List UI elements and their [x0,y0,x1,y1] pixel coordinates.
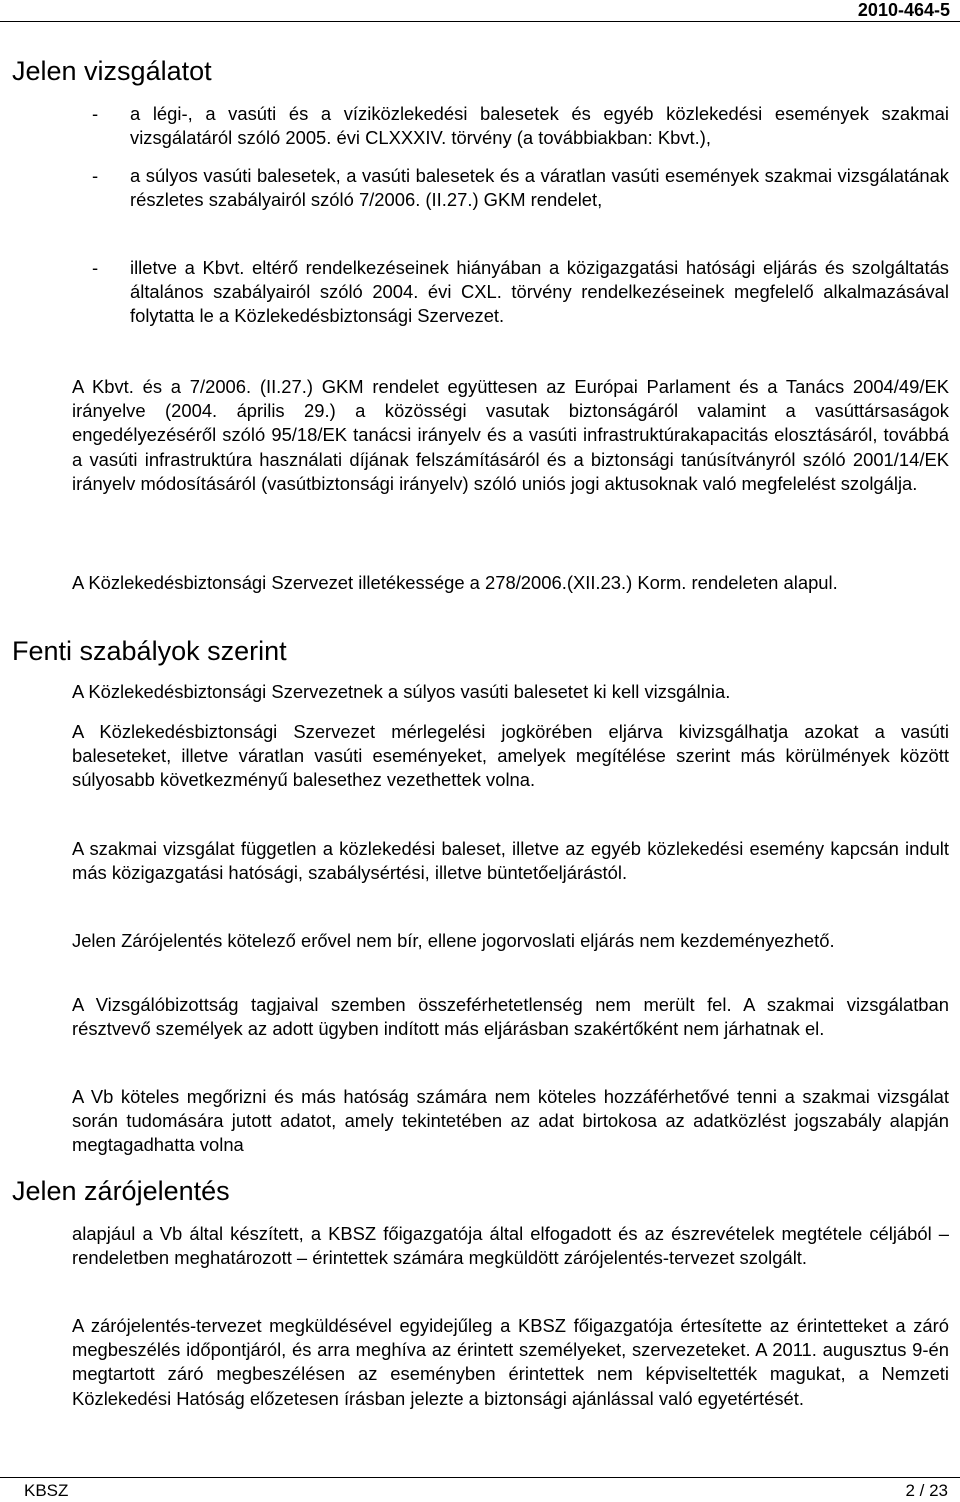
paragraph: A Vizsgálóbizottság tagjaival szemben összeférhetetlenség nem merült fel. A szakmai vizsgálatban résztvevő személyek az adott ügyben indított más eljárásban szakértőként nem járhatnak el. [72,994,949,1040]
paragraph: A Közlekedésbiztonsági Szervezet illetékessége a 278/2006.(XII.23.) Korm. rendeleten alapul. [72,572,838,593]
list-item-text: a súlyos vasúti balesetek, a vasúti balesetek és a váratlan vasúti események szakmai vizsgálatának részletes szabályairól szóló 7/2006. (II.27.) GKM rendelet, [130,165,949,211]
header-rule [0,21,960,22]
footer-rule [0,1477,960,1478]
document-number: 2010-464-5 [857,0,950,20]
dash-bullet: - [92,103,99,124]
paragraph: A Közlekedésbiztonsági Szervezetnek a súlyos vasúti balesetet ki kell vizsgálnia. [72,681,731,702]
paragraph: A Kbvt. és a 7/2006. (II.27.) GKM rendelet együttesen az Európai Parlament és a Tanács 2004/49/EK irányelve (2004. április 29.) a közösségi vasutak biztonságáról valamint a vasúttársaságok engedélyezéséről szóló 95/18/EK tanácsi irányelv és a vasúti infrastruktúrakapacitás elosztásáról, továbbá a vasúti infrastruktúra használati díjának felszámításáról és a biztonsági tanúsítványról szóló 2001/14/EK irányelv módosításáról (vasútbiztonsági irányelv) szóló uniós jogi aktusoknak való megfelelést szolgálja. [72,376,949,494]
list-item-text: a légi-, a vasúti és a víziközlekedési balesetek és egyéb közlekedési események szakmai vizsgálatáról szóló 2005. évi CLXXXIV. törvény (a továbbiakban: Kbvt.), [130,103,949,149]
heading-jelen-vizsgalatot: Jelen vizsgálatot [12,56,212,86]
page-number: 2 / 23 [905,1481,948,1500]
paragraph: A szakmai vizsgálat független a közlekedési baleset, illetve az egyéb közlekedési esemény kapcsán indult más közigazgatási hatósági, szabálysértési, illetve büntetőeljárástól. [72,838,949,884]
paragraph: A Közlekedésbiztonsági Szervezet mérlegelési jogkörében eljárva kivizsgálhatja azokat a vasúti baleseteket, illetve váratlan vasúti eseményeket, amelyek megítélése szerint más körülmények között súlyosabb következményű balesethez vezethettek volna. [72,721,949,791]
list-item-text: illetve a Kbvt. eltérő rendelkezéseinek hiányában a közigazgatási hatósági eljárás és szolgáltatás általános szabályairól szóló 2004. évi CXL. törvény rendelkezéseinek megfelelő alkalmazásával folytatta le a Közlekedésbiztonsági Szervezet. [130,257,949,327]
paragraph: A Vb köteles megőrizni és más hatóság számára nem köteles hozzáférhetővé tenni a szakmai vizsgálat során tudomására jutott adatot, amely tekintetében az adat birtokosa az adatközlést jogszabály alapján megtagadhatta volna [72,1086,949,1156]
footer-org: KBSZ [24,1481,69,1500]
dash-bullet: - [92,257,99,278]
heading-fenti-szabalyok: Fenti szabályok szerint [12,636,287,666]
paragraph: alapjául a Vb által készített, a KBSZ főigazgatója által elfogadott és az észrevételek megtétele céljából – rendeletben meghatározott – érintettek számára megküldött zárójelentés-tervezet szolgált. [72,1223,949,1269]
dash-bullet: - [92,165,99,186]
paragraph: A zárójelentés-tervezet megküldésével egyidejűleg a KBSZ főigazgatója értesítette az érintetteket a záró megbeszélés időpontjáról, és arra meghíva az érintett személyeket, szervezeteket. A 2011. augusztus 9-én megtartott záró megbeszélésen az eseményben érintettek nem képviseltették magukat, a Nemzeti Közlekedési Hatóság előzetesen írásban jelezte a biztonsági ajánlással való egyetértését. [72,1315,949,1409]
paragraph: Jelen Zárójelentés kötelező erővel nem bír, ellene jogorvoslati eljárás nem kezdeményezhető. [72,930,835,951]
heading-jelen-zarojelentes: Jelen zárójelentés [12,1176,230,1206]
